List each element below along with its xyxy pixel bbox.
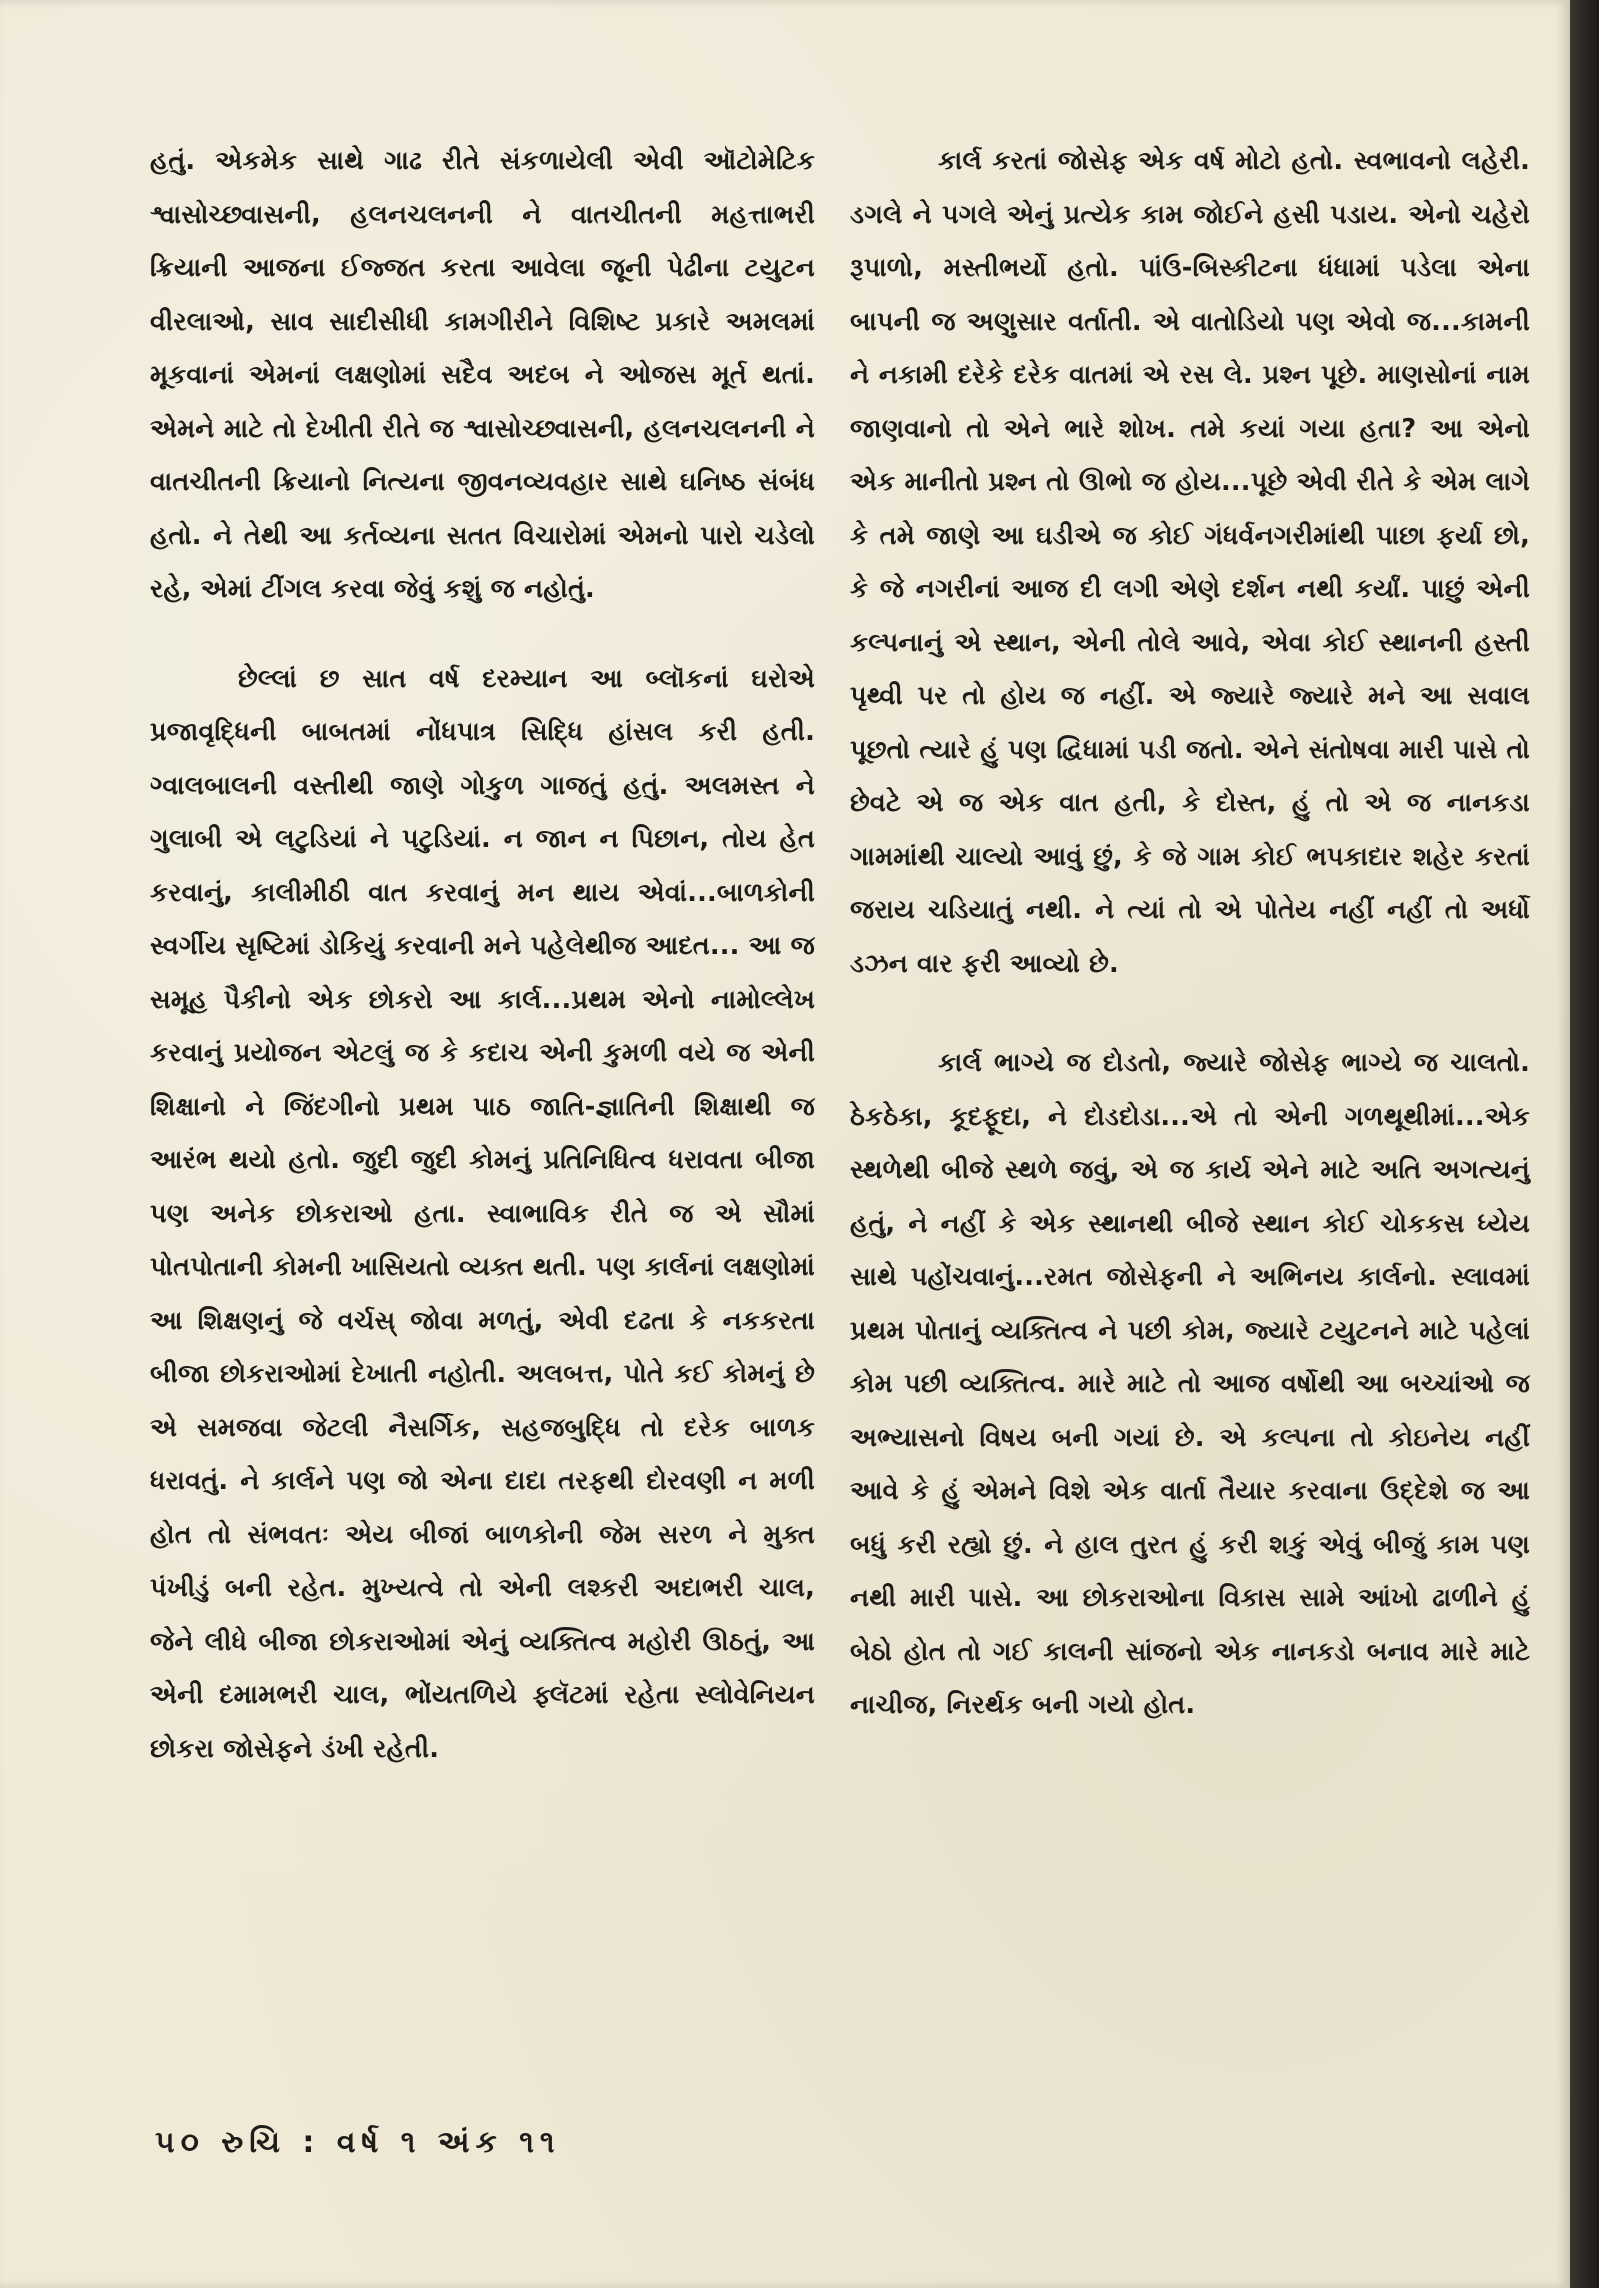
right-paragraph-2: કાર્લ ભાગ્યે જ દોડતો, જ્યારે જોસેફ ભાગ્યે જ ચાલતો. ઠેકઠેકા, કૂદફૂદા, ને દોડદોડા...એ તો એની ગળથૂથીમાં...એક સ્થળેથી બીજે સ્થળે જવું, એ જ કાર્ય એને માટે અતિ અગત્યનું હતું, ને નહીં કે એક સ્થાનથી બીજે સ્થાન કોઈ ચોકકસ ધ્યેય સાથે પહોંચવાનું...રમત જોસેફની ને અભિનય કાર્લનો. સ્લાવમાં પ્રથમ પોતાનું વ્યક્તિત્વ ને પછી કોમ, જ્યારે ટયુટનને માટે પહેલાં કોમ પછી વ્યક્તિત્વ. મારે માટે તો આજ વર્ષોથી આ બચ્ચાંઓ જ અભ્યાસનો વિષય બની ગયાં છે. એ કલ્પના તો કોઇનેય નહીં આવે કે હું એમને વિશે એક વાર્તા તૈયાર કરવાના ઉદ્દેશે જ આ બધું કરી રહ્યો છું. ને હાલ તુરત હું કરી શકું એવું બીજું કામ પણ નથી મારી પાસે. આ છોકરાઓના વિકાસ સામે આંખો ઢાળીને હું બેઠો હોત તો ગઈ કાલની સાંજનો એક નાનકડો બનાવ મારે માટે નાચીજ, નિરર્થક બની ગયો હોત. [850,1048,1530,1720]
right-column [850,135,1530,1733]
page-footer: ૫૦ રુચિ : વર્ષ ૧ અંક ૧૧ [155,2125,561,2160]
left-paragraph-1: હતું. એકમેક સાથે ગાઢ રીતે સંકળાયેલી એવી ઑટોમેટિક શ્વાસોચ્છ્વાસની, હલનચલનની ને વાતચીતની મહત્તાભરી ક્રિયાની આજના ઈજ્જત કરતા આવેલા જૂની પેઢીના ટયુટન વીરલાઓ, સાવ સાદીસીધી કામગીરીને વિશિષ્ટ પ્રકારે અમલમાં મૂકવાનાં એમનાં લક્ષણોમાં સદૈવ અદબ ને ઓજસ મૂર્ત થતાં. એમને માટે તો દેખીતી રીતે જ શ્વાસોચ્છ્વાસની, હલનચલનની ને વાતચીતની ક્રિયાનો નિત્યના જીવનવ્યવહાર સાથે ઘનિષ્ઠ સંબંધ હતો. ને તેથી આ કર્તવ્યના સતત વિચારોમાં એમનો પારો ચડેલો રહે, એમાં ટીંગલ કરવા જેવું કશું જ નહોતું. [150,146,815,604]
right-paragraph-1: કાર્લ કરતાં જોસેફ એક વર્ષ મોટો હતો. સ્વભાવનો લહેરી. ડગલે ને પગલે એનું પ્રત્યેક કામ જોઈને હસી પડાય. એનો ચહેરો રૂપાળો, મસ્તીભર્યો હતો. પાંઉ-બિસ્કીટના ધંધામાં પડેલા એના બાપની જ અણુસાર વર્તાતી. એ વાતોડિયો પણ એવો જ...કામની ને નકામી દરેકે દરેક વાતમાં એ રસ લે. પ્રશ્ન પૂછે. માણસોનાં નામ જાણવાનો તો એને ભારે શોખ. તમે કયાં ગયા હતા? આ એનો એક માનીતો પ્રશ્ન તો ઊભો જ હોય...પૂછે એવી રીતે કે એમ લાગે કે તમે જાણે આ ઘડીએ જ કોઈ ગંધર્વનગરીમાંથી પાછા ફર્યા છો, કે જે નગરીનાં આજ દી લગી એણે દર્શન નથી કર્યાં. પાછું એની કલ્પનાનું એ સ્થાન, એની તોલે આવે, એવા કોઈ સ્થાનની હસ્તી પૃથ્વી પર તો હોય જ નહીં. એ જ્યારે જ્યારે મને આ સવાલ પૂછતો ત્યારે હું પણ દ્વિધામાં પડી જતો. એને સંતોષવા મારી પાસે તો છેવટે એ જ એક વાત હતી, કે દોસ્ત, હું તો એ જ નાનકડા ગામમાંથી ચાલ્યો આવું છું, કે જે ગામ કોઈ ભપકાદાર શહેર કરતાં જરાય ચડિયાતું નથી. ને ત્યાં તો એ પોતેય નહીં નહીં તો અર્ધો ડઝન વાર ફરી આવ્યો છે. [850,146,1530,979]
left-column [150,135,815,1776]
left-paragraph-2: છેલ્લાં છ સાત વર્ષ દરમ્યાન આ બ્લૉકનાં ઘરોએ પ્રજાવૃદ્ધિની બાબતમાં નોંધપાત્ર સિદ્ધિ હાંસલ કરી હતી. ગ્વાલબાલની વસ્તીથી જાણે ગોકુળ ગાજતું હતું. અલમસ્ત ને ગુલાબી એ લટુડિયાં ને પટુડિયાં. ન જાન ન પિછાન, તોય હેત કરવાનું, કાલીમીઠી વાત કરવાનું મન થાય એવાં...બાળકોની સ્વર્ગીય સૃષ્ટિમાં ડોકિયું કરવાની મને પહેલેથીજ આદત... આ જ સમૂહ પૈકીનો એક છોકરો આ કાર્લ...પ્રથમ એનો નામોલ્લેખ કરવાનું પ્રયોજન એટલું જ કે કદાચ એની કુમળી વયે જ એની શિક્ષાનો ને જિંદગીનો પ્રથમ પાઠ જાતિ-જ્ઞાતિની શિક્ષાથી જ આરંભ થયો હતો. જુદી જુદી કોમનું પ્રતિનિધિત્વ ધરાવતા બીજા પણ અનેક છોકરાઓ હતા. સ્વાભાવિક રીતે જ એ સૌમાં પોતપોતાની કોમની ખાસિયતો વ્યક્ત થતી. પણ કાર્લનાં લક્ષણોમાં આ શિક્ષણનું જે વર્ચસ્ જોવા મળતું, એવી દઢતા કે નકકરતા બીજા છોકરાઓમાં દેખાતી નહોતી. અલબત્ત, પોતે કઈ કોમનું છે એ સમજવા જેટલી નૈસર્ગિક, સહજબુદ્ધિ તો દરેક બાળક ધરાવતું. ને કાર્લને પણ જો એના દાદા તરફથી દોરવણી ન મળી હોત તો સંભવતઃ એય બીજાં બાળકોની જેમ સરળ ને મુક્ત પંખીડું બની રહેત. મુખ્યત્વે તો એની લશ્કરી અદાભરી ચાલ, જેને લીધે બીજા છોકરાઓમાં એનું વ્યક્તિત્વ મહોરી ઊઠતું, આ એની દમામભરી ચાલ, ભોંયતળિયે ફ્લૅટમાં રહેતા સ્લોવેનિયન છોકરા જોસેફને ડંખી રહેતી. [150,663,815,1764]
page-edge-shadow [1570,0,1599,2288]
